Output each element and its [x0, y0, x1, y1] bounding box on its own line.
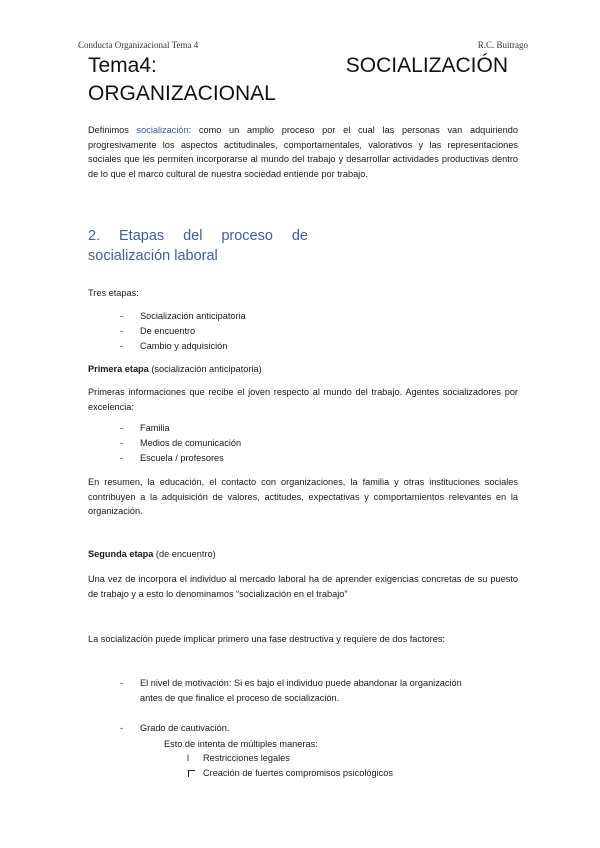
stage2-note: (de encuentro): [153, 549, 216, 559]
list-item: - Escuela / profesores: [120, 453, 224, 463]
stage1-heading: [88, 362, 518, 377]
list-item: - Familia: [120, 423, 170, 433]
factor1-line1: El nivel de motivación: Si es bajo el individuo puede abandonar la organización: [140, 678, 462, 688]
intro-paragraph: [88, 123, 518, 182]
section-number: 2.: [88, 228, 101, 244]
stage2-text: Una vez de incorpora el individuo al mercado laboral ha de aprender exigencias concretas de su puesto de trabajo y a esto lo denominamos “socialización en el trabajo”: [88, 574, 518, 599]
list-item: - Socialización anticipatoria: [120, 311, 246, 321]
section-word-3: proceso: [221, 228, 273, 244]
section-word-2: del: [183, 228, 203, 244]
title-word-organizacional: ORGANIZACIONAL: [88, 82, 276, 105]
section-heading: [88, 226, 308, 266]
stage1-note: (socialización anticipatoria): [148, 364, 262, 374]
page-header: [78, 40, 528, 52]
factor-motivation: - El nivel de motivación: Si es bajo el individuo puede abandonar la organización antes de que finalice el proceso de socialización.: [120, 676, 520, 706]
section-word-1: Etapas: [119, 228, 165, 244]
header-author: R.C. Buitrago: [477, 40, 528, 50]
list-item: - De encuentro: [120, 326, 196, 336]
title-word-socializacion: SOCIALIZACIÓN: [345, 54, 508, 77]
stage1-summary: En resumen, la educación, el contacto con organizaciones, la familia y otras instituciones sociales contribuyen a la adquisición de valores, actitudes, expectativas y comportamientos relevantes en la organización.: [88, 477, 518, 517]
stage2-heading: [88, 547, 518, 562]
title-topic-number: Tema4:: [88, 54, 157, 77]
section-heading-line2: socialización laboral: [88, 248, 218, 264]
stage2-label: Segunda etapa: [88, 549, 154, 559]
intro-keyword: socialización: [136, 125, 189, 135]
factor2-text: Grado de cautivación.: [140, 723, 230, 733]
factor-cautivacion: - Grado de cautivación.: [120, 721, 520, 736]
intro-definition: : como un amplio proceso por el cual las personas van adquiriendo progresivamente los aspectos actitudinales, comportamentales, valorativos y las representaciones sociales que les permiten incorporarse al mundo del trabajo y desarrollar actividades productivas dentro de lo que el marco cultural de nuestra sociedad entiende por trabajo.: [88, 125, 518, 180]
list-item: Creación de fuertes compromisos psicológicos: [187, 766, 393, 781]
header-course-title: Conducta Organizacional Tema 4: [78, 40, 199, 50]
list-item: - Medios de comunicación: [120, 438, 242, 448]
factor1-line2: antes de que finalice el proceso de socialización.: [140, 693, 340, 703]
stage1-text: Primeras informaciones que recibe el joven respecto al mundo del trabajo. Agentes socializadores por excelencia:: [88, 387, 518, 412]
intro-prefix: Definimos: [88, 125, 137, 135]
stages-intro: Tres etapas:: [88, 288, 139, 298]
agents-list: [120, 421, 241, 466]
ways-intro: Esto de intenta de múltiples maneras:: [164, 739, 318, 749]
stages-list: [120, 309, 246, 354]
bullet-corner-icon: [188, 770, 195, 777]
list-item: - Cambio y adquisición: [120, 341, 228, 351]
factors-intro: La socialización puede implicar primero una fase destructiva y requiere de dos factores:: [88, 634, 445, 644]
section-word-4: de: [291, 228, 308, 244]
list-item: l Restricciones legales: [187, 751, 393, 766]
stage1-label: Primera etapa: [88, 364, 149, 374]
bullet-bar-icon: l: [187, 753, 190, 763]
ways-list: [187, 751, 393, 781]
